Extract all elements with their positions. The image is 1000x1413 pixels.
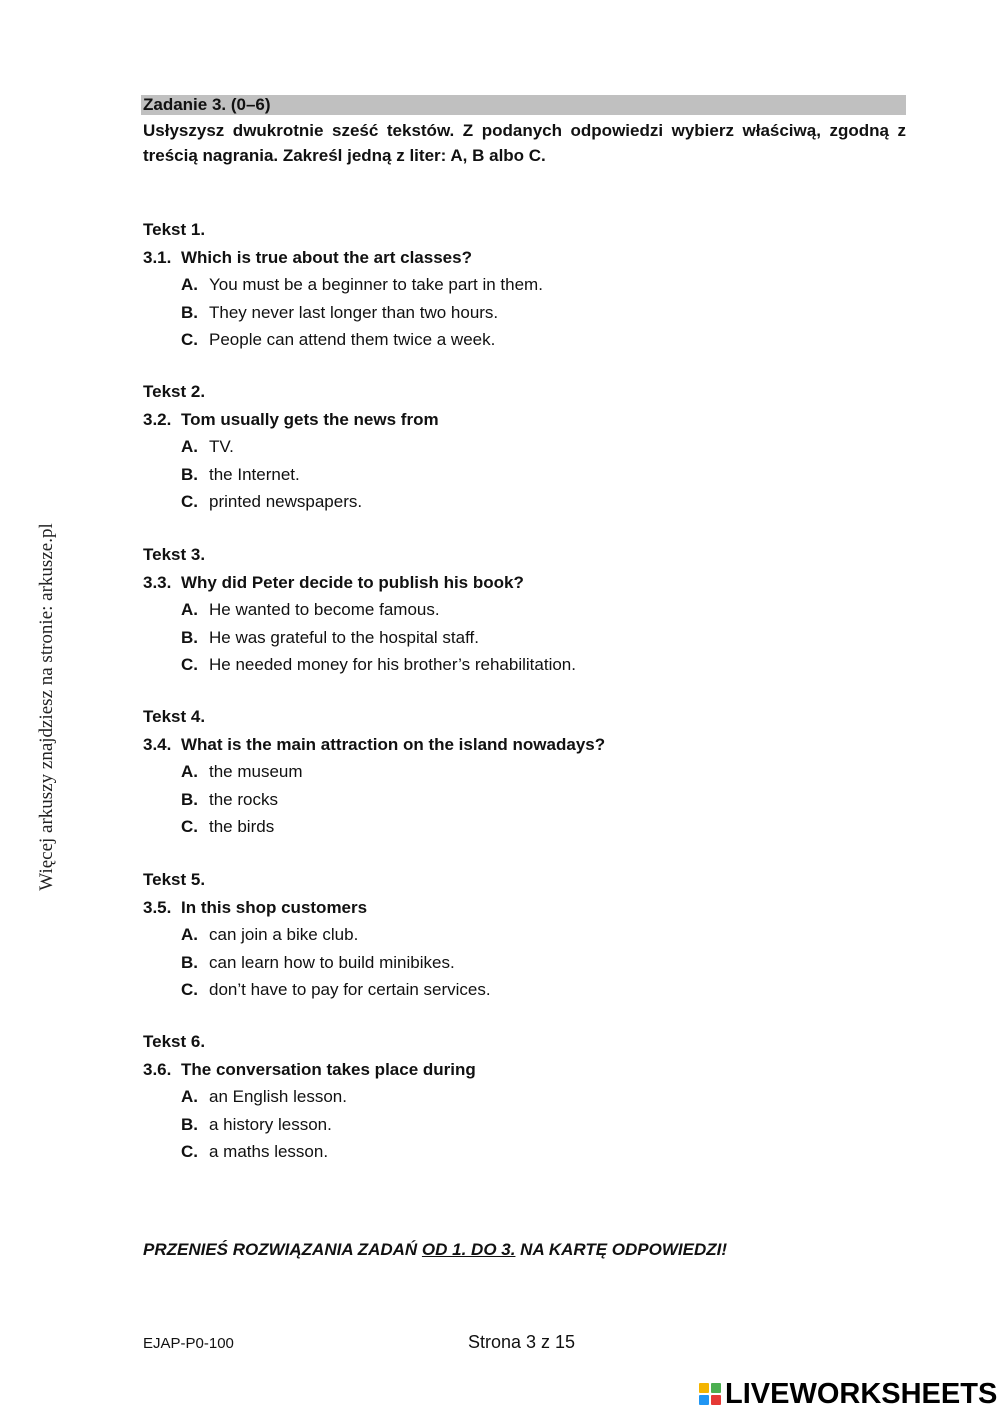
option-text: printed newspapers. bbox=[209, 492, 363, 511]
question-text: Tom usually gets the news from bbox=[181, 410, 439, 429]
option-text: the birds bbox=[209, 817, 275, 836]
question bbox=[143, 406, 906, 433]
question-number: 3.3. bbox=[143, 573, 172, 592]
option-letter: B. bbox=[181, 464, 198, 484]
exam-code: EJAP-P0-100 bbox=[143, 1335, 234, 1352]
logo-square-2 bbox=[711, 1383, 721, 1393]
text-block bbox=[143, 378, 906, 516]
question-number: 3.1. bbox=[143, 248, 172, 267]
transfer-text-start: PRZENIEŚ ROZWIĄZANIA ZADAŃ bbox=[143, 1240, 422, 1259]
option-letter: C. bbox=[181, 980, 198, 999]
option-letter: B. bbox=[181, 1114, 198, 1134]
option-letter: A. bbox=[181, 762, 198, 781]
answer-option[interactable] bbox=[143, 596, 906, 624]
answer-option[interactable] bbox=[143, 921, 906, 949]
answer-option[interactable] bbox=[143, 299, 906, 327]
option-text: He needed money for his brother’s rehabilitation. bbox=[209, 655, 576, 674]
option-text: can join a bike club. bbox=[209, 925, 359, 944]
text-title: Tekst 1. bbox=[143, 220, 206, 239]
option-text: don’t have to pay for certain services. bbox=[209, 980, 491, 999]
transfer-note bbox=[143, 1240, 727, 1260]
text-block bbox=[143, 1028, 906, 1166]
answer-option[interactable] bbox=[143, 461, 906, 489]
option-text: the rocks bbox=[209, 789, 278, 809]
option-text: the museum bbox=[209, 762, 303, 781]
answer-option[interactable] bbox=[143, 433, 906, 461]
text-title: Tekst 6. bbox=[143, 1032, 206, 1051]
logo-icon bbox=[699, 1383, 721, 1405]
question-text: Which is true about the art classes? bbox=[181, 248, 472, 267]
answer-option[interactable] bbox=[143, 786, 906, 814]
option-text: You must be a beginner to take part in them. bbox=[209, 275, 543, 294]
option-letter: A. bbox=[181, 600, 198, 619]
answer-option[interactable] bbox=[143, 271, 906, 299]
answer-option[interactable] bbox=[143, 1138, 906, 1166]
option-letter: C. bbox=[181, 492, 198, 511]
task-header: Zadanie 3. (0–6) bbox=[141, 95, 906, 115]
answer-option[interactable] bbox=[143, 326, 906, 354]
option-letter: B. bbox=[181, 627, 198, 647]
question bbox=[143, 894, 906, 921]
text-block bbox=[143, 866, 906, 1004]
logo-square-1 bbox=[699, 1383, 709, 1393]
answer-option[interactable] bbox=[143, 651, 906, 679]
option-letter: B. bbox=[181, 302, 198, 322]
task-instruction: Usłyszysz dwukrotnie sześć tekstów. Z podanych odpowiedzi wybierz właściwą, zgodną z treścią nagrania. Zakreśl jedną z liter: A, B albo C. bbox=[143, 121, 906, 165]
answer-option[interactable] bbox=[143, 1111, 906, 1139]
answer-option[interactable] bbox=[143, 813, 906, 841]
answer-option[interactable] bbox=[143, 1083, 906, 1111]
option-text: an English lesson. bbox=[209, 1087, 347, 1106]
question-text: The conversation takes place during bbox=[181, 1060, 476, 1079]
option-text: People can attend them twice a week. bbox=[209, 330, 496, 349]
option-letter: C. bbox=[181, 1142, 198, 1161]
option-text: can learn how to build minibikes. bbox=[209, 952, 455, 972]
option-text: a history lesson. bbox=[209, 1114, 332, 1134]
option-letter: B. bbox=[181, 952, 198, 972]
logo-square-4 bbox=[711, 1395, 721, 1405]
logo-text: LIVEWORKSHEETS bbox=[725, 1377, 998, 1410]
question bbox=[143, 1056, 906, 1083]
text-block bbox=[143, 216, 906, 354]
text-title: Tekst 4. bbox=[143, 707, 206, 726]
text-title: Tekst 2. bbox=[143, 382, 206, 401]
option-letter: B. bbox=[181, 789, 198, 809]
text-block bbox=[143, 541, 906, 679]
question bbox=[143, 569, 906, 596]
transfer-text-end: NA KARTĘ ODPOWIEDZI! bbox=[515, 1240, 728, 1259]
question-number: 3.5. bbox=[143, 898, 172, 917]
question-text: In this shop customers bbox=[181, 898, 368, 917]
option-letter: A. bbox=[181, 275, 198, 294]
option-letter: A. bbox=[181, 925, 198, 944]
option-letter: C. bbox=[181, 330, 198, 349]
liveworksheets-logo[interactable] bbox=[699, 1378, 997, 1410]
text-title: Tekst 5. bbox=[143, 870, 206, 889]
answer-option[interactable] bbox=[143, 758, 906, 786]
page-number: Strona 3 z 15 bbox=[468, 1332, 576, 1352]
question-number: 3.2. bbox=[143, 410, 172, 429]
question-number: 3.6. bbox=[143, 1060, 172, 1079]
option-letter: A. bbox=[181, 1087, 198, 1106]
option-text: a maths lesson. bbox=[209, 1142, 329, 1161]
logo-square-3 bbox=[699, 1395, 709, 1405]
answer-option[interactable] bbox=[143, 976, 906, 1004]
option-text: They never last longer than two hours. bbox=[209, 302, 499, 322]
option-text: He was grateful to the hospital staff. bbox=[209, 627, 479, 647]
option-text: TV. bbox=[209, 437, 234, 456]
answer-option[interactable] bbox=[143, 949, 906, 977]
answer-option[interactable] bbox=[143, 624, 906, 652]
option-text: the Internet. bbox=[209, 464, 300, 484]
transfer-range: OD 1. DO 3. bbox=[421, 1240, 516, 1259]
question-number: 3.4. bbox=[143, 735, 172, 754]
question bbox=[143, 731, 906, 758]
option-letter: C. bbox=[181, 655, 198, 674]
text-title: Tekst 3. bbox=[143, 545, 206, 564]
option-letter: A. bbox=[181, 437, 198, 456]
option-letter: C. bbox=[181, 817, 198, 836]
option-text: He wanted to become famous. bbox=[209, 600, 440, 619]
text-block bbox=[143, 703, 906, 841]
question-text: Why did Peter decide to publish his book? bbox=[181, 573, 524, 592]
question bbox=[143, 244, 906, 271]
side-watermark: Więcej arkuszy znajdziesz na stronie: arkusze.pl bbox=[36, 523, 57, 891]
answer-option[interactable] bbox=[143, 488, 906, 516]
question-text: What is the main attraction on the island nowadays? bbox=[181, 735, 606, 754]
